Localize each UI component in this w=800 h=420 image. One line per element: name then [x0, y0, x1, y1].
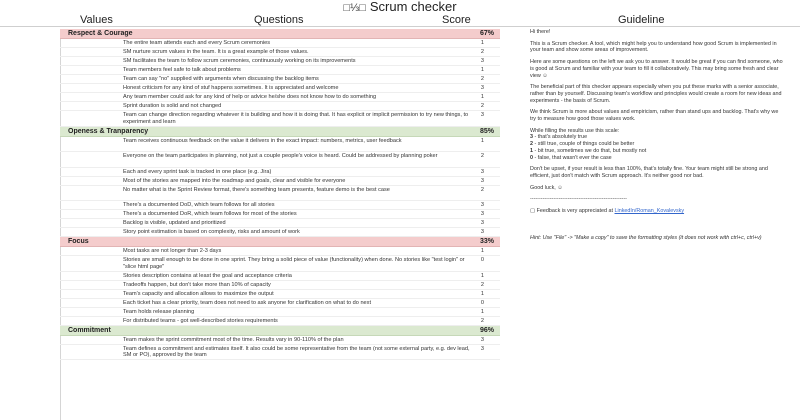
question-row[interactable]	[60, 177, 500, 186]
question-text: Team can change direction regarding whatever it is building and how it is doing that. It has explicit or implicit permission to try new things, to experiment and learn	[123, 112, 469, 125]
question-text: There's a documented DoR, which team follows for most of the stories	[123, 211, 297, 217]
question-row[interactable]	[60, 102, 500, 111]
section-name: Respect & Courage	[68, 30, 133, 37]
score-cell[interactable]: 1	[480, 40, 484, 46]
question-row[interactable]	[60, 48, 500, 57]
question-row[interactable]	[60, 317, 500, 326]
question-row[interactable]	[60, 201, 500, 210]
guideline-panel	[530, 29, 785, 246]
question-row[interactable]	[60, 219, 500, 228]
score-cell[interactable]: 0	[480, 299, 484, 306]
section-score: 67%	[479, 30, 494, 37]
guide-questions-info: Here are some questions on the left we ask you to answer. It would be great if you can find someone, who is good at Scrum and familiar with your team to fill it collaboratively. This may bring some fresh and clear view ☺	[530, 59, 783, 79]
question-text: Each ticket has a clear priority, team does not need to ask anyone for clarification on what to do next	[123, 299, 372, 306]
question-text: Most of the stories are mapped into the roadmap and goals, clear and visible for everyone	[123, 177, 346, 184]
score-cell[interactable]: 1	[480, 137, 484, 144]
section-header[interactable]	[60, 127, 500, 137]
question-row[interactable]	[60, 281, 500, 290]
sheet-title	[0, 0, 800, 14]
question-row[interactable]	[60, 84, 500, 93]
guide-scale-2: 1 - bit true, sometimes we do that, but mostly not	[530, 147, 647, 154]
question-text: Each and every sprint task is tracked in one place (e.g. Jira)	[123, 168, 272, 175]
header-questions: Questions	[254, 14, 304, 26]
comment-icon: ▢	[530, 208, 536, 215]
header-values: Values	[80, 14, 113, 26]
section-name: Commitment	[68, 326, 111, 334]
question-text: Team holds release planning	[123, 308, 195, 315]
question-row[interactable]	[60, 137, 500, 153]
score-cell[interactable]: 2	[480, 49, 484, 55]
header-score: Score	[442, 14, 471, 26]
question-text: SM facilitates the team to follow scrum ceremonies, continuously working on its improvements	[123, 58, 356, 64]
score-cell[interactable]: 3	[480, 336, 484, 343]
section-header[interactable]	[60, 326, 500, 336]
feedback-link[interactable]: LinkedIn/Roman_Kovalevsky	[614, 208, 685, 215]
section-name: Focus	[68, 238, 89, 245]
question-row[interactable]	[60, 210, 500, 219]
score-cell[interactable]: 0	[480, 257, 484, 263]
column-header-row	[0, 14, 800, 27]
guide-scale-1: 2 - still true, couple of things could be better	[530, 141, 635, 148]
score-cell[interactable]: 1	[480, 67, 484, 73]
question-text: Any team member could ask for any kind of help or advice he/she does not know how to do something	[123, 94, 377, 100]
section-score: 85%	[479, 127, 494, 135]
guide-benefit: The beneficial part of this checker appears especially when you put these marks with a senior associate, rather than by yourself. Discussing team's workflow and principles would create a room for new ideas and experiments - the basis of Scrum.	[530, 84, 782, 104]
score-cell[interactable]: 1	[480, 94, 484, 100]
question-row[interactable]	[60, 336, 500, 345]
question-row[interactable]	[60, 228, 500, 237]
section-header[interactable]	[60, 237, 500, 247]
question-row[interactable]	[60, 75, 500, 84]
question-text: Team can say "no" supplied with arguments when discussing the backlog items	[123, 76, 319, 82]
guide-values: We think Scrum is more about values and empiricism, rather than stand ups and backlog. That's why we try to measure how good those values work.	[530, 109, 779, 123]
section-name: Openess & Tranparency	[68, 127, 149, 135]
question-text: Backlog is visible, updated and prioritized	[123, 220, 226, 226]
score-cell[interactable]: 2	[480, 76, 484, 82]
guide-scale-intro: While filling the results use this scale:	[530, 127, 620, 134]
question-row[interactable]	[60, 345, 500, 361]
question-row[interactable]	[60, 308, 500, 317]
question-text: Team defines a commitment and estimates itself. It also could be some representative from the team (not some external party, e.g. dev lead, SM or PO), approved by the team	[123, 345, 470, 359]
question-row[interactable]	[60, 39, 500, 48]
title-emoji-icon: □⅓□	[343, 2, 366, 14]
score-cell[interactable]: 3	[480, 202, 484, 208]
guide-reassurance: Don't be upset, if your result is less than 100%, that's totally fine. Your team might still be strong and efficient, just don't match with Scrum approach. It's neither good nor bad.	[530, 166, 768, 179]
question-text: Everyone on the team participates in planning, not just a couple people's voice is heard. Could be addressed by planning poker	[123, 153, 438, 159]
guide-scale-0: 3 - that's absolutely true	[530, 134, 588, 141]
score-cell[interactable]: 3	[480, 177, 484, 184]
question-text: Stories description contains at least the goal and acceptance criteria	[123, 272, 292, 279]
question-text: No matter what is the Sprint Review format, there's something team presents, feature demo is the best case	[123, 186, 390, 193]
question-row[interactable]	[60, 57, 500, 66]
guide-greeting: Hi there!	[530, 29, 551, 35]
question-row[interactable]	[60, 152, 500, 168]
score-cell[interactable]: 3	[480, 345, 484, 352]
question-text: Team makes the sprint commitment most of the time. Results vary in 90-110% of the plan	[123, 336, 344, 343]
guide-intro: This is a Scrum checker. A tool, which might help you to understand how good Scrum is implemented in your team and show some areas of improvement.	[530, 40, 777, 54]
section-header[interactable]	[60, 29, 500, 39]
score-cell[interactable]: 1	[480, 248, 484, 254]
score-cell[interactable]: 2	[480, 186, 484, 193]
section-score: 33%	[479, 238, 494, 245]
question-text: Sprint duration is solid and not changed	[123, 103, 222, 109]
section-score: 96%	[479, 326, 494, 334]
question-row[interactable]	[60, 256, 500, 272]
question-row[interactable]	[60, 299, 500, 308]
score-cell[interactable]: 3	[480, 220, 484, 226]
question-row[interactable]	[60, 111, 500, 127]
question-row[interactable]	[60, 186, 500, 202]
guide-feedback: ▢ Feedback is very appreciated at LinkedIn/Roman_Kovalevsky	[530, 208, 685, 215]
question-text: Team members feel safe to talk about problems	[123, 67, 241, 73]
question-row[interactable]	[60, 290, 500, 299]
score-cell[interactable]: 2	[480, 281, 484, 288]
question-text: There's a documented DoD, which team follows for all stories	[123, 202, 275, 208]
question-text: The entire team attends each and every Scrum ceremonies	[123, 40, 271, 46]
score-cell[interactable]: 3	[480, 211, 484, 217]
score-cell[interactable]: 3	[480, 85, 484, 91]
question-text: Honest criticism for any kind of stuf happens sometimes. It is appreciated and welcome	[123, 85, 339, 91]
questions-sheet	[60, 29, 500, 360]
question-text: For distributed teams - got well-described stories requirements	[123, 317, 278, 324]
header-guideline: Guideline	[618, 14, 665, 26]
sheet-title-text: Scrum checker	[369, 0, 457, 14]
question-text: Most tasks are not longer than 2-3 days	[123, 248, 222, 254]
question-text: Stories are small enough to be done in one sprint. They bring a solid piece of value (functionality) when done. No stories like "test login" or "slice html page"	[123, 257, 465, 270]
score-cell[interactable]: 1	[480, 308, 484, 315]
question-row[interactable]	[60, 247, 500, 256]
guide-scale-3: 0 - false, that wasn't ever the case	[530, 154, 612, 161]
question-row[interactable]	[60, 66, 500, 75]
score-cell[interactable]: 2	[480, 153, 484, 159]
question-text: Team's capacity and allocation allows to maximize the output	[123, 290, 274, 297]
question-text: SM nurture scrum values in the team. It is a great example of those values.	[123, 49, 309, 55]
guide-hint: Hint: Use "File" -> "Make a copy" to save the formatting styles (it does not work with ctrl+c, ctrl+v)	[530, 234, 762, 241]
guide-separator: ------------------------------------------------------	[530, 196, 627, 203]
score-cell[interactable]: 3	[480, 112, 484, 118]
score-cell[interactable]: 2	[480, 103, 484, 109]
score-cell[interactable]: 3	[480, 58, 484, 64]
score-cell[interactable]: 3	[480, 168, 484, 175]
question-text: Team receives continuous feedback on the value it delivers in the exact impact: numbers, metrics, user feedback	[123, 137, 402, 144]
score-cell[interactable]: 3	[480, 229, 484, 235]
question-text: Tradeoffs happen, but don't take more than 10% of capacity	[123, 281, 271, 288]
question-text: Story point estimation is based on complexity, risks and amount of work	[123, 229, 300, 235]
guide-signoff: Good luck, ☺	[530, 184, 563, 191]
score-cell[interactable]: 2	[480, 317, 484, 324]
question-row[interactable]	[60, 168, 500, 177]
question-row[interactable]	[60, 93, 500, 102]
question-row[interactable]	[60, 272, 500, 281]
score-cell[interactable]: 1	[480, 290, 484, 297]
score-cell[interactable]: 1	[480, 272, 484, 279]
